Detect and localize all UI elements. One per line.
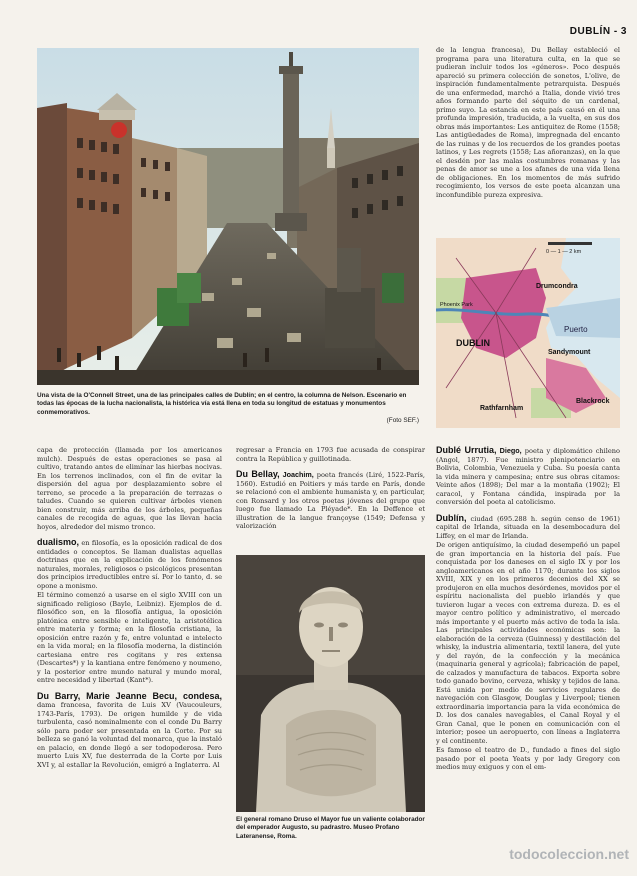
dublin-body-3: Es famoso el teatro de D., fundado a fines del siglo pasado por el poeta Yeats y por lady Gregory con medios muy exiguos y con el em- [436, 746, 620, 771]
dubellay-heading: Du Bellay, [236, 469, 280, 479]
dubellay-continuation-text: de la lengua francesa), Du Bellay estableció el programa para una literatura culta, en la que se pudieran incluir todos los «géneros». Poco después apareció su primera colección de sonetos, L'olive, de inspiración fundamentalmente petrarquista. Después de una enfermedad, marchó a Italia, donde vivió tres años formando parte del séquito de un cardenal, primo suyo. La estancia en este país causó en él una profunda impresión, traducida, a la vuelta, en sus dos obras más importantes: Les antiquitez de Rome (1558; Las antigüedades de Roma), impregnada del encanto de las ruinas y de los recuerdos de los grandes poetas latinos, y Les regrets (1558; Las añoranzas), en la que el desdén por las malas costumbres romanas y las penas de amor se une a los afanes de una vida llena de obligaciones. En los momentos de más sufrido recogimiento, los versos de este poeta alcanzan una inconfundible pureza expresiva. [436, 46, 620, 199]
duble-entry [436, 446, 620, 507]
photo1-caption-text: Una vista de la O'Connell Street, una de las principales calles de Dublín; en el centro, la columna de Nelson. Escenario en todas las épocas de la lucha nacionalista, la histórica vía está llena en toda su longitud de estatuas y monumentos conmemorativos. [37, 392, 407, 416]
map-label-phoenix-park: Phoenix Park [440, 302, 473, 308]
map-label-rathfarnham: Rathfarnham [480, 405, 524, 412]
dubellay-entry [236, 470, 425, 531]
column-2 [236, 446, 425, 532]
photo2-caption: El general romano Druso el Mayor fue un valiente colaborador del emperador Augusto, su padrastro. Museo Profano Lateranense, Roma. [236, 816, 425, 840]
running-head: DUBLÍN - 3 [569, 26, 627, 37]
cultivo-continuation: capa de protección (llamada por los americanos mulch). Después de estas operaciones se pasa al cultivo, tratando antes de eliminar las hierbas nocivas. En los terrenos inclinados, con el fin de evitar la dispersión del agua por desplazamiento sobre el terreno, se procede a la preparación de terrazas o taludes. Cuando se quieren cultivar árboles vienen bien construir, más arriba de los árboles, pequeñas canales de recogida de aguas, que las llevan hacia hoyos, alrededor del mismo tronco. [37, 446, 222, 531]
dualismo-heading: dualismo, [37, 537, 80, 547]
dualismo-body-2: El término comenzó a usarse en el siglo XVIII con un significado religioso (Bayle, Leibniz). Ejemplos de d. filosófico son, en la filosofía antigua, la oposición platónica entre sensible e inteligente, la aristotélica entre materia y forma; en la filosofía cristiana, la oposición entre razón y fe, entre voluntad e intelecto en la vida moral; en la filosofía moderna, la distinción cartesiana entre res cogitans y res extensa (Descartes*) y la kantiana entre fenómeno y noumeno, y la posterior entre mundo natural y mundo moral, entre necesidad y libertad (Kant*). [37, 591, 222, 684]
dualismo-entry [37, 538, 222, 590]
map-label-blackrock: Blackrock [576, 398, 610, 405]
street-illustration [37, 48, 419, 385]
dublin-map [436, 238, 620, 428]
dubellay-subheading: Joachim, [282, 470, 314, 479]
dubellay-continuation [436, 46, 620, 200]
dubarry-continuation: regresar a Francia en 1793 fue acusada de conspirar contra la República y guillotinada. [236, 446, 425, 463]
oconnell-street-photo [37, 48, 419, 385]
map-scale: 0 — 1 — 2 km [546, 249, 582, 255]
duble-subheading: Diego, [499, 446, 522, 455]
dubarry-entry [37, 692, 222, 770]
column-3 [436, 446, 620, 773]
duble-body: poeta y diplomático chileno (Angol, 1877). Fue ministro plenipotenciario en Bolivia, Colombia, Venezuela y Cuba. Su poesía canta la vida minera y campesina; entre sus obras citamos: Veinte años (1898); Del mar a la montaña (1902); El caracol, y Fontana cándida, inspirada por la conversión del poeta al catolicismo. [436, 447, 620, 506]
dublin-heading: Dublín, [436, 512, 467, 523]
photo1-credit: (Foto SEF.) [386, 416, 419, 424]
dubarry-body: dama francesa, favorita de Luis XV (Vaucouleurs, 1743-París, 1793). De origen humilde y de vida turbulenta, casó nominalmente con el conde Du Barry sólo para poder ser presentada en la Corte. Por su belleza se ganó la voluntad del monarca, que la instaló en palacio, en donde llegó a ser todopoderosa. Pero muerto Luis XV, fue desterrada de la Corte por Luis XVI y, al estallar la Revolución, emigró a Inglaterra. Al [37, 701, 222, 769]
watermark: todocoleccion.net [509, 846, 629, 862]
dubellay-body: poeta francés (Liré, 1522-París, 1560). Estudió en Poitiers y más tarde en París, donde se relacionó con el ambiente humanista y, en particular, con Ronsard y los otros poetas jóvenes del grupo que luego fue llamado La Pléyade*. En la Deffence et illustration de la langue françoyse (1549; Defensa y valorización [236, 471, 425, 530]
photo1-caption [37, 392, 419, 425]
dublin-entry [436, 514, 620, 541]
dublin-body-2: De origen antiquísimo, la ciudad desempeñó un papel de gran importancia en la historia del país. Fue conquistada por los daneses en el siglo IX y por los angloamericanos en el año 1170; durante los siglos XVIII, XIX y en los primeros decenios del XX se produjeron en ella muchos desórdenes, movidos por el espíritu nacionalista del pueblo irlandés y que tuvieron lugar a veces con extrema dureza. D. es el mayor centro político y administrativo, el mercado más importante y el puerto más activo de toda la isla. Las principales actividades económicas son: la elaboración de la cerveza (Guinness) y destilación del whisky, la industria alimentaria, textil lanera, del yute y del rayón, de la confección y la mecánica (maquinaria general y agrícola); fabricación de papel, de calzados y manufactura de tabacos. Exporta sobre todo ganado bovino, cerveza, whisky y tejidos de lana. Está unida por medio de servicios regulares de navegación con Glasgow, Douglas y Liverpool; tienen extraordinaria importancia para la vida económica de D. los dos canales navegables, el Canal Royal y el Gran Canal, que le ponen en comunicación con el interior; posee un aeropuerto, con líneas a Inglaterra y el continente. [436, 541, 620, 745]
dublin-map-graphic [436, 238, 620, 428]
bust-illustration [236, 555, 425, 812]
map-label-drumcondra: Drumcondra [536, 283, 578, 290]
column-1 [37, 446, 222, 770]
map-label-dublin: DUBLIN [456, 338, 490, 348]
dubarry-heading: Du Barry, Marie Jeanne Becu, condesa, [37, 690, 222, 701]
duble-heading: Dublé Urrutia, [436, 445, 497, 455]
map-label-puerto: Puerto [564, 325, 588, 334]
druso-bust-photo [236, 555, 425, 812]
map-label-sandymount: Sandymount [548, 349, 591, 356]
dualismo-body: en filosofía, es la oposición radical de dos entidades o conceptos. Se llaman dualistas aquellas doctrinas que en la explicación de los fenómenos naturales, morales, religiosos o psicológicos presentan dos principios irreductibles entre sí. Por lo tanto, d. se opone a monismo. [37, 539, 222, 590]
dublin-body: ciudad (695.288 h. según censo de 1961) capital de Irlanda, situada en la desembocadura del Liffey, en el mar de Irlanda. [436, 514, 620, 540]
